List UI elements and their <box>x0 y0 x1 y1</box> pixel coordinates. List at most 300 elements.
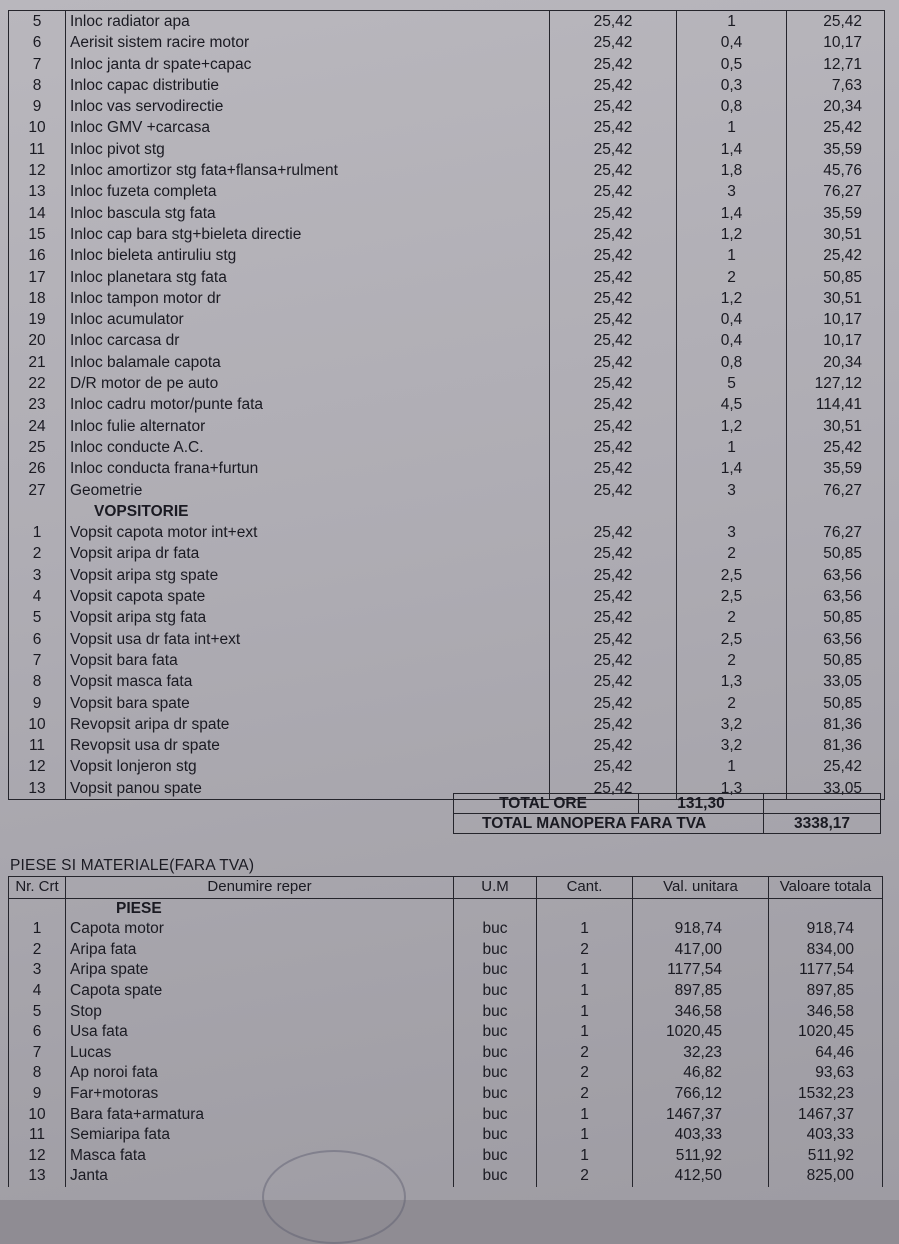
labour-table <box>8 10 885 800</box>
row-value: 25,42 <box>787 11 885 33</box>
row-value: 25,42 <box>787 245 885 266</box>
row-number: 13 <box>9 181 66 202</box>
row-value: 63,56 <box>787 565 885 586</box>
parts-section-label: PIESE <box>66 898 454 919</box>
labour-row <box>9 352 885 373</box>
row-value: 30,51 <box>787 416 885 437</box>
labour-row <box>9 309 885 330</box>
row-hours: 1,3 <box>677 778 787 800</box>
part-name: Janta <box>66 1166 454 1187</box>
row-value: 25,42 <box>787 756 885 777</box>
part-name: Semiaripa fata <box>66 1125 454 1146</box>
part-number: 2 <box>9 940 66 961</box>
part-unit-value: 403,33 <box>633 1125 769 1146</box>
row-rate: 25,42 <box>550 607 677 628</box>
parts-section-title: PIESE SI MATERIALE(FARA TVA) <box>10 857 255 874</box>
row-description: Vopsit aripa stg spate <box>66 565 550 586</box>
part-total-value: 897,85 <box>769 981 883 1002</box>
row-description: Vopsit masca fata <box>66 671 550 692</box>
part-name: Usa fata <box>66 1022 454 1043</box>
row-rate: 25,42 <box>550 181 677 202</box>
row-number: 9 <box>9 693 66 714</box>
row-value: 76,27 <box>787 480 885 501</box>
labour-row <box>9 96 885 117</box>
part-quantity: 1 <box>537 960 633 981</box>
part-unit: buc <box>454 1084 537 1105</box>
parts-row <box>9 1043 883 1064</box>
header-total-value: Valoare totala <box>769 877 883 899</box>
part-unit: buc <box>454 1063 537 1084</box>
row-hours <box>677 501 787 522</box>
row-number: 10 <box>9 117 66 138</box>
row-description: Vopsit panou spate <box>66 778 550 800</box>
part-total-value: 1177,54 <box>769 960 883 981</box>
parts-row <box>9 960 883 981</box>
row-description: Vopsit aripa dr fata <box>66 543 550 564</box>
row-description: Revopsit usa dr spate <box>66 735 550 756</box>
row-rate: 25,42 <box>550 543 677 564</box>
part-quantity: 2 <box>537 1043 633 1064</box>
part-number: 11 <box>9 1125 66 1146</box>
company-stamp <box>262 1150 406 1244</box>
totals-table <box>453 793 881 834</box>
row-description: Geometrie <box>66 480 550 501</box>
labour-row <box>9 586 885 607</box>
labour-row <box>9 565 885 586</box>
part-quantity: 2 <box>537 940 633 961</box>
row-hours: 2,5 <box>677 586 787 607</box>
row-hours: 2,5 <box>677 629 787 650</box>
part-unit: buc <box>454 1002 537 1023</box>
part-name: Capota spate <box>66 981 454 1002</box>
header-denumire: Denumire reper <box>66 877 454 899</box>
labour-row <box>9 117 885 138</box>
part-number: 6 <box>9 1022 66 1043</box>
row-hours: 0,3 <box>677 75 787 96</box>
part-quantity: 1 <box>537 1146 633 1167</box>
row-rate: 25,42 <box>550 756 677 777</box>
row-value: 25,42 <box>787 437 885 458</box>
part-total-value: 1532,23 <box>769 1084 883 1105</box>
row-rate: 25,42 <box>550 75 677 96</box>
part-unit-value: 897,85 <box>633 981 769 1002</box>
part-quantity: 1 <box>537 1022 633 1043</box>
part-name: Far+motoras <box>66 1084 454 1105</box>
parts-table <box>8 876 883 1187</box>
row-description: Inloc tampon motor dr <box>66 288 550 309</box>
row-number: 17 <box>9 267 66 288</box>
row-description: Inloc janta dr spate+capac <box>66 54 550 75</box>
part-unit-value: 1020,45 <box>633 1022 769 1043</box>
row-rate: 25,42 <box>550 714 677 735</box>
part-unit-value: 32,23 <box>633 1043 769 1064</box>
row-number: 27 <box>9 480 66 501</box>
row-value: 10,17 <box>787 309 885 330</box>
row-value: 30,51 <box>787 288 885 309</box>
row-hours: 1 <box>677 245 787 266</box>
part-number: 9 <box>9 1084 66 1105</box>
row-hours: 1 <box>677 117 787 138</box>
labour-row <box>9 650 885 671</box>
row-value: 114,41 <box>787 394 885 415</box>
row-number: 24 <box>9 416 66 437</box>
labour-row <box>9 373 885 394</box>
row-value: 81,36 <box>787 714 885 735</box>
part-unit: buc <box>454 1166 537 1187</box>
row-value: 35,59 <box>787 139 885 160</box>
labour-row <box>9 437 885 458</box>
part-total-value: 511,92 <box>769 1146 883 1167</box>
row-rate: 25,42 <box>550 373 677 394</box>
total-labour-label: TOTAL MANOPERA FARA TVA <box>454 814 764 834</box>
labour-row <box>9 671 885 692</box>
row-value: 76,27 <box>787 522 885 543</box>
row-number: 20 <box>9 330 66 351</box>
labour-row <box>9 224 885 245</box>
row-number: 18 <box>9 288 66 309</box>
row-number: 6 <box>9 32 66 53</box>
row-number: 10 <box>9 714 66 735</box>
parts-row <box>9 1146 883 1167</box>
part-quantity: 2 <box>537 1063 633 1084</box>
row-rate: 25,42 <box>550 693 677 714</box>
labour-row <box>9 693 885 714</box>
header-nr: Nr. Crt <box>9 877 66 899</box>
row-rate: 25,42 <box>550 309 677 330</box>
row-value <box>787 501 885 522</box>
part-unit: buc <box>454 1043 537 1064</box>
parts-row <box>9 1084 883 1105</box>
row-description: Inloc balamale capota <box>66 352 550 373</box>
row-hours: 3 <box>677 522 787 543</box>
row-hours: 0,4 <box>677 32 787 53</box>
row-hours: 2 <box>677 693 787 714</box>
row-value: 20,34 <box>787 352 885 373</box>
row-number: 6 <box>9 629 66 650</box>
labour-row <box>9 607 885 628</box>
row-number: 13 <box>9 778 66 800</box>
row-rate: 25,42 <box>550 735 677 756</box>
row-description: Inloc bascula stg fata <box>66 203 550 224</box>
row-hours: 2 <box>677 543 787 564</box>
row-rate: 25,42 <box>550 480 677 501</box>
part-unit: buc <box>454 919 537 940</box>
row-description: Inloc conducta frana+furtun <box>66 458 550 479</box>
row-rate: 25,42 <box>550 565 677 586</box>
row-number: 15 <box>9 224 66 245</box>
row-number: 11 <box>9 139 66 160</box>
labour-row <box>9 75 885 96</box>
row-description: Inloc carcasa dr <box>66 330 550 351</box>
row-description: Revopsit aripa dr spate <box>66 714 550 735</box>
row-rate: 25,42 <box>550 11 677 33</box>
row-description: Vopsit bara spate <box>66 693 550 714</box>
row-value: 63,56 <box>787 629 885 650</box>
row-number: 14 <box>9 203 66 224</box>
row-value: 35,59 <box>787 458 885 479</box>
row-value: 10,17 <box>787 330 885 351</box>
parts-row <box>9 981 883 1002</box>
part-quantity: 1 <box>537 1105 633 1126</box>
labour-row <box>9 756 885 777</box>
row-rate: 25,42 <box>550 416 677 437</box>
parts-row <box>9 1063 883 1084</box>
parts-header-row <box>9 877 883 899</box>
part-number: 4 <box>9 981 66 1002</box>
header-unit-value: Val. unitara <box>633 877 769 899</box>
row-value: 33,05 <box>787 671 885 692</box>
labour-row <box>9 181 885 202</box>
part-unit-value: 46,82 <box>633 1063 769 1084</box>
row-hours: 1 <box>677 11 787 33</box>
row-value: 50,85 <box>787 650 885 671</box>
row-value: 35,59 <box>787 203 885 224</box>
row-value: 20,34 <box>787 96 885 117</box>
row-number: 26 <box>9 458 66 479</box>
parts-row <box>9 1002 883 1023</box>
row-rate: 25,42 <box>550 629 677 650</box>
row-description: Inloc amortizor stg fata+flansa+rulment <box>66 160 550 181</box>
labour-row <box>9 458 885 479</box>
row-hours: 1,3 <box>677 671 787 692</box>
part-total-value: 64,46 <box>769 1043 883 1064</box>
part-quantity: 1 <box>537 919 633 940</box>
labour-section-row <box>9 501 885 522</box>
row-number: 8 <box>9 75 66 96</box>
row-description: Inloc fuzeta completa <box>66 181 550 202</box>
part-unit: buc <box>454 1022 537 1043</box>
row-number: 16 <box>9 245 66 266</box>
row-rate: 25,42 <box>550 586 677 607</box>
row-value: 33,05 <box>787 778 885 800</box>
row-number: 2 <box>9 543 66 564</box>
row-number: 5 <box>9 607 66 628</box>
row-hours: 1,4 <box>677 203 787 224</box>
part-quantity: 1 <box>537 1002 633 1023</box>
parts-row <box>9 919 883 940</box>
row-rate: 25,42 <box>550 203 677 224</box>
row-rate <box>550 501 677 522</box>
part-unit-value: 918,74 <box>633 919 769 940</box>
row-hours: 0,4 <box>677 330 787 351</box>
row-hours: 1,4 <box>677 139 787 160</box>
part-name: Masca fata <box>66 1146 454 1167</box>
parts-row <box>9 1125 883 1146</box>
part-unit-value: 511,92 <box>633 1146 769 1167</box>
part-total-value: 93,63 <box>769 1063 883 1084</box>
row-number: 7 <box>9 54 66 75</box>
labour-row <box>9 480 885 501</box>
row-number: 9 <box>9 96 66 117</box>
row-description: Inloc capac distributie <box>66 75 550 96</box>
part-name: Stop <box>66 1002 454 1023</box>
labour-row <box>9 543 885 564</box>
row-hours: 1 <box>677 756 787 777</box>
row-description: Inloc vas servodirectie <box>66 96 550 117</box>
part-number: 5 <box>9 1002 66 1023</box>
parts-table-body <box>9 898 883 1187</box>
row-value: 63,56 <box>787 586 885 607</box>
row-rate: 25,42 <box>550 458 677 479</box>
labour-row <box>9 32 885 53</box>
labour-row <box>9 245 885 266</box>
row-description: Inloc cap bara stg+bieleta directie <box>66 224 550 245</box>
row-description: Inloc fulie alternator <box>66 416 550 437</box>
row-rate: 25,42 <box>550 522 677 543</box>
row-hours: 3,2 <box>677 714 787 735</box>
row-rate: 25,42 <box>550 330 677 351</box>
row-hours: 5 <box>677 373 787 394</box>
labour-row <box>9 54 885 75</box>
row-hours: 1,2 <box>677 416 787 437</box>
part-number: 3 <box>9 960 66 981</box>
row-description: Vopsit capota motor int+ext <box>66 522 550 543</box>
row-value: 50,85 <box>787 543 885 564</box>
row-value: 50,85 <box>787 693 885 714</box>
part-unit: buc <box>454 940 537 961</box>
row-number: 7 <box>9 650 66 671</box>
total-labour-value: 3338,17 <box>764 814 881 834</box>
row-value: 30,51 <box>787 224 885 245</box>
labour-row <box>9 735 885 756</box>
part-unit: buc <box>454 981 537 1002</box>
row-rate: 25,42 <box>550 160 677 181</box>
row-description: Aerisit sistem racire motor <box>66 32 550 53</box>
row-hours: 1,2 <box>677 288 787 309</box>
part-total-value: 918,74 <box>769 919 883 940</box>
row-value: 76,27 <box>787 181 885 202</box>
part-unit: buc <box>454 1105 537 1126</box>
part-unit-value: 417,00 <box>633 940 769 961</box>
row-rate: 25,42 <box>550 671 677 692</box>
labour-table-body <box>9 11 885 800</box>
row-number: 5 <box>9 11 66 33</box>
part-total-value: 346,58 <box>769 1002 883 1023</box>
row-value: 25,42 <box>787 117 885 138</box>
row-hours: 1,8 <box>677 160 787 181</box>
row-description: Inloc planetara stg fata <box>66 267 550 288</box>
header-um: U.M <box>454 877 537 899</box>
row-number: 21 <box>9 352 66 373</box>
row-value: 10,17 <box>787 32 885 53</box>
row-number <box>9 501 66 522</box>
row-description: Inloc radiator apa <box>66 11 550 33</box>
labour-row <box>9 394 885 415</box>
row-number: 11 <box>9 735 66 756</box>
labour-row <box>9 416 885 437</box>
labour-row <box>9 267 885 288</box>
row-hours: 0,4 <box>677 309 787 330</box>
row-hours: 1,4 <box>677 458 787 479</box>
part-number: 8 <box>9 1063 66 1084</box>
row-description: Vopsit aripa stg fata <box>66 607 550 628</box>
row-rate: 25,42 <box>550 288 677 309</box>
parts-row <box>9 940 883 961</box>
row-number: 23 <box>9 394 66 415</box>
part-unit: buc <box>454 960 537 981</box>
row-hours: 2 <box>677 267 787 288</box>
row-value: 81,36 <box>787 735 885 756</box>
row-value: 127,12 <box>787 373 885 394</box>
row-number: 1 <box>9 522 66 543</box>
part-unit-value: 766,12 <box>633 1084 769 1105</box>
row-number: 3 <box>9 565 66 586</box>
part-unit-value: 412,50 <box>633 1166 769 1187</box>
row-value: 50,85 <box>787 607 885 628</box>
part-quantity: 2 <box>537 1166 633 1187</box>
part-number: 13 <box>9 1166 66 1187</box>
row-hours: 0,8 <box>677 96 787 117</box>
row-rate: 25,42 <box>550 394 677 415</box>
row-description: Vopsit usa dr fata int+ext <box>66 629 550 650</box>
row-number: 12 <box>9 756 66 777</box>
row-description: Vopsit bara fata <box>66 650 550 671</box>
labour-row <box>9 203 885 224</box>
part-total-value: 1020,45 <box>769 1022 883 1043</box>
row-hours: 3 <box>677 181 787 202</box>
row-hours: 2 <box>677 607 787 628</box>
row-rate: 25,42 <box>550 32 677 53</box>
parts-section-row <box>9 898 883 919</box>
row-hours: 0,8 <box>677 352 787 373</box>
labour-row <box>9 522 885 543</box>
part-quantity: 1 <box>537 981 633 1002</box>
parts-row <box>9 1022 883 1043</box>
part-total-value: 1467,37 <box>769 1105 883 1126</box>
parts-row <box>9 1166 883 1187</box>
row-description: Inloc conducte A.C. <box>66 437 550 458</box>
part-unit: buc <box>454 1146 537 1167</box>
part-name: Bara fata+armatura <box>66 1105 454 1126</box>
row-hours: 1,2 <box>677 224 787 245</box>
labour-row <box>9 288 885 309</box>
part-name: Lucas <box>66 1043 454 1064</box>
part-number: 7 <box>9 1043 66 1064</box>
row-description: VOPSITORIE <box>66 501 550 522</box>
row-description: Inloc GMV +carcasa <box>66 117 550 138</box>
total-labour-row <box>454 814 881 834</box>
row-number: 19 <box>9 309 66 330</box>
part-quantity: 1 <box>537 1125 633 1146</box>
row-value: 7,63 <box>787 75 885 96</box>
row-description: Vopsit lonjeron stg <box>66 756 550 777</box>
total-hours-row <box>454 794 881 814</box>
part-name: Ap noroi fata <box>66 1063 454 1084</box>
row-rate: 25,42 <box>550 245 677 266</box>
row-hours: 2,5 <box>677 565 787 586</box>
part-number: 10 <box>9 1105 66 1126</box>
row-hours: 0,5 <box>677 54 787 75</box>
part-total-value: 834,00 <box>769 940 883 961</box>
row-value: 50,85 <box>787 267 885 288</box>
part-unit-value: 346,58 <box>633 1002 769 1023</box>
row-hours: 3,2 <box>677 735 787 756</box>
row-number: 4 <box>9 586 66 607</box>
labour-row <box>9 629 885 650</box>
row-rate: 25,42 <box>550 437 677 458</box>
row-number: 25 <box>9 437 66 458</box>
row-value: 45,76 <box>787 160 885 181</box>
part-name: Aripa fata <box>66 940 454 961</box>
row-rate: 25,42 <box>550 117 677 138</box>
labour-row <box>9 714 885 735</box>
row-description: Inloc cadru motor/punte fata <box>66 394 550 415</box>
part-quantity: 2 <box>537 1084 633 1105</box>
row-description: Inloc acumulator <box>66 309 550 330</box>
row-hours: 4,5 <box>677 394 787 415</box>
row-rate: 25,42 <box>550 778 677 800</box>
row-number: 12 <box>9 160 66 181</box>
